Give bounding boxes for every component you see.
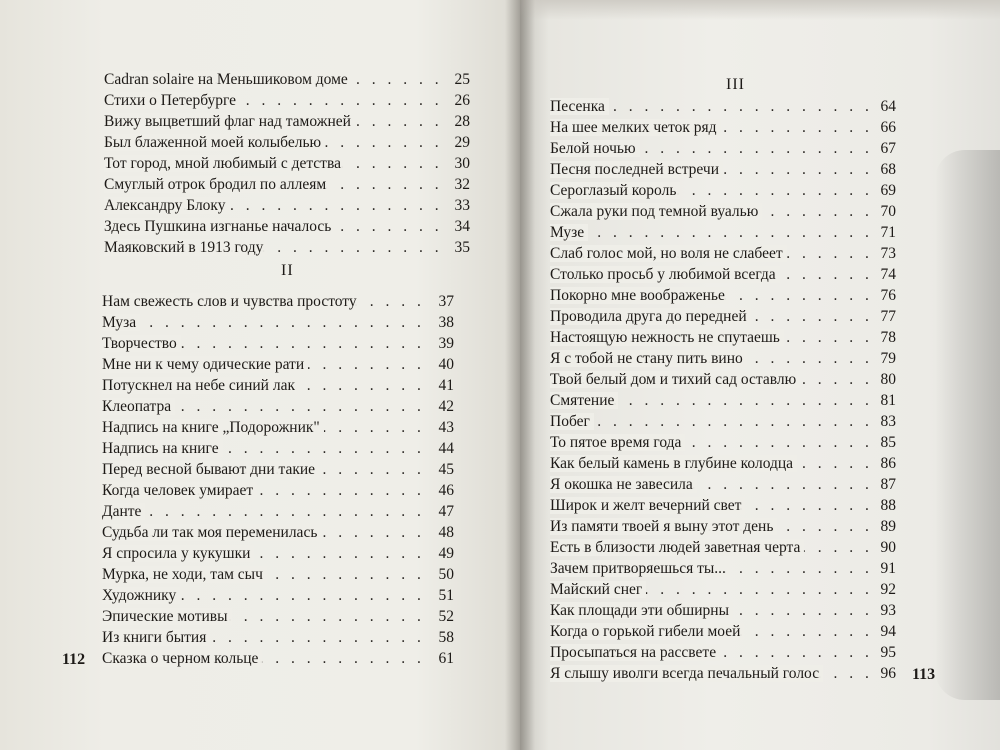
toc-entry [102, 312, 454, 333]
toc-entry-title: Слаб голос мой, но воля не слабеет [550, 243, 793, 264]
toc-entry [550, 264, 896, 285]
toc-entry-title: Настоящую нежность не спутаешь [550, 327, 790, 348]
toc-entry [104, 174, 470, 195]
toc-entry [102, 480, 454, 501]
toc-entry [550, 495, 896, 516]
toc-entry [102, 501, 454, 522]
toc-entry-title: Мне ни к чему одические рати [102, 354, 314, 375]
toc-entry [550, 243, 896, 264]
toc-entry [102, 396, 454, 417]
toc-entry [550, 117, 896, 138]
toc-entry-title: Тот город, мной любимый с детства [104, 153, 351, 174]
toc-entry-title: Музе [550, 222, 594, 243]
toc-entry [102, 291, 454, 312]
toc-entry [550, 453, 896, 474]
toc-entry-page: 34 [454, 218, 470, 235]
toc-entry-page: 93 [880, 602, 896, 619]
toc-entry-title: Твой белый дом и тихий сад оставлю [550, 369, 806, 390]
toc-section-2 [102, 291, 454, 669]
page-number-left: 112 [62, 651, 86, 668]
toc-entry-page: 44 [438, 440, 454, 457]
toc-entry [104, 69, 470, 90]
toc-entry-page: 39 [438, 335, 454, 352]
toc-entry-page: 43 [438, 419, 454, 436]
toc-entry-title: Широк и желт вечерний свет [550, 495, 751, 516]
toc-entry-page: 71 [880, 224, 896, 241]
toc-entry [102, 585, 454, 606]
toc-entry-page: 64 [880, 98, 896, 115]
toc-entry [550, 537, 896, 558]
toc-entry [550, 222, 896, 243]
toc-entry [104, 195, 470, 216]
toc-entry [102, 417, 454, 438]
toc-entry-title: Сероглазый король [550, 180, 686, 201]
toc-entry-title: Вижу выцветший флаг над таможней [104, 111, 361, 132]
toc-entry-title: Художнику [102, 585, 186, 606]
toc-entry-page: 46 [438, 482, 454, 499]
toc-entry-title: Был блаженной моей колыбелью [104, 132, 331, 153]
toc-entry-title: Клеопатра [102, 396, 181, 417]
toc-entry [550, 642, 896, 663]
toc-entry [104, 237, 470, 258]
toc-entry-page: 74 [880, 266, 896, 283]
toc-entry-page: 35 [454, 239, 470, 256]
toc-entry-title: Судьба ли так моя переменилась [102, 522, 327, 543]
toc-entry-title: Побег [550, 411, 600, 432]
toc-entry [550, 138, 896, 159]
toc-entry [104, 90, 470, 111]
toc-entry-page: 32 [454, 176, 470, 193]
toc-entry-page: 38 [438, 314, 454, 331]
toc-entry-title: Мурка, не ходи, там сыч [102, 564, 273, 585]
toc-entry [550, 390, 896, 411]
toc-entry-page: 96 [880, 665, 896, 682]
toc-entry [550, 432, 896, 453]
toc-entry [550, 663, 896, 684]
toc-entry-page: 76 [880, 287, 896, 304]
toc-entry-page: 48 [438, 524, 454, 541]
toc-entry [102, 564, 454, 585]
toc-entry-title: Сжала руки под темной вуалью [550, 201, 768, 222]
toc-entry [550, 411, 896, 432]
page-curl-shadow [935, 150, 1000, 700]
toc-entry-title: Здесь Пушкина изгнанье началось [104, 216, 341, 237]
toc-section-3 [550, 96, 896, 684]
toc-entry-title: Есть в близости людей заветная черта [550, 537, 810, 558]
toc-entry [550, 516, 896, 537]
toc-entry-title: Покорно мне воображенье [550, 285, 735, 306]
toc-entry [104, 216, 470, 237]
toc-entry [550, 348, 896, 369]
toc-entry-page: 91 [880, 560, 896, 577]
section-2-heading: II [281, 262, 294, 279]
toc-entry-page: 90 [880, 539, 896, 556]
toc-entry [102, 354, 454, 375]
toc-entry-title: Смуглый отрок бродил по аллеям [104, 174, 336, 195]
toc-entry-page: 94 [880, 623, 896, 640]
toc-entry-page: 67 [880, 140, 896, 157]
toc-entry [102, 627, 454, 648]
toc-entry [550, 600, 896, 621]
toc-entry-page: 29 [454, 134, 470, 151]
toc-entry-title: Как площади эти обширны [550, 600, 739, 621]
toc-entry-page: 78 [880, 329, 896, 346]
toc-entry-title: Творчество [102, 333, 187, 354]
toc-entry-page: 79 [880, 350, 896, 367]
toc-entry-page: 25 [454, 71, 470, 88]
toc-entry [550, 285, 896, 306]
toc-entry-page: 80 [880, 371, 896, 388]
toc-entry-page: 86 [880, 455, 896, 472]
section-3-heading: III [726, 76, 745, 93]
toc-entry-page: 58 [438, 629, 454, 646]
toc-entry [550, 369, 896, 390]
toc-entry-title: Песенка [550, 96, 615, 117]
toc-entry-page: 69 [880, 182, 896, 199]
page-number-right: 113 [912, 666, 936, 683]
toc-entry-page: 87 [880, 476, 896, 493]
toc-entry-page: 26 [454, 92, 470, 109]
toc-entry-title: Зачем притворяешься ты... [550, 558, 736, 579]
toc-entry [550, 306, 896, 327]
toc-entry-page: 49 [438, 545, 454, 562]
toc-entry-page: 37 [438, 293, 454, 310]
toc-entry [102, 606, 454, 627]
toc-entry-title: Надпись на книге [102, 438, 229, 459]
toc-entry [550, 327, 896, 348]
toc-entry-title: Надпись на книге „Подорожник" [102, 417, 330, 438]
toc-entry [550, 180, 896, 201]
toc-entry-title: Александру Блоку [104, 195, 236, 216]
toc-entry-title: Я с тобой не стану пить вино [550, 348, 753, 369]
toc-entry-title: Из книги бытия [102, 627, 216, 648]
toc-entry [550, 621, 896, 642]
toc-entry-title: Когда человек умирает [102, 480, 263, 501]
toc-entry [102, 438, 454, 459]
page-top-edge [520, 0, 1000, 20]
toc-entry-page: 83 [880, 413, 896, 430]
toc-entry [102, 522, 454, 543]
toc-entry-page: 52 [438, 608, 454, 625]
toc-entry-page: 66 [880, 119, 896, 136]
leader-dots [550, 222, 868, 243]
toc-entry-page: 81 [880, 392, 896, 409]
toc-section-1 [104, 69, 470, 258]
toc-entry-title: Как белый камень в глубине колодца [550, 453, 803, 474]
toc-entry-page: 40 [438, 356, 454, 373]
book-gutter [505, 0, 535, 750]
toc-entry-page: 45 [438, 461, 454, 478]
toc-entry [102, 543, 454, 564]
toc-entry-page: 77 [880, 308, 896, 325]
toc-entry-page: 30 [454, 155, 470, 172]
leader-dots [102, 312, 426, 333]
toc-entry [550, 159, 896, 180]
toc-entry-title: Я слышу иволги всегда печальный голос [550, 663, 829, 684]
toc-entry-page: 85 [880, 434, 896, 451]
toc-entry [550, 96, 896, 117]
toc-entry-title: Столько просьб у любимой всегда [550, 264, 786, 285]
toc-entry-title: Песня последней встречи [550, 159, 729, 180]
toc-entry [102, 648, 454, 669]
toc-entry-page: 28 [454, 113, 470, 130]
toc-entry [102, 459, 454, 480]
toc-entry-title: Проводила друга до передней [550, 306, 757, 327]
toc-entry-title: Эпические мотивы [102, 606, 238, 627]
right-page [520, 0, 1000, 750]
toc-entry-page: 92 [880, 581, 896, 598]
toc-entry-page: 68 [880, 161, 896, 178]
toc-entry-title: Стихи о Петербурге [104, 90, 246, 111]
toc-entry [104, 153, 470, 174]
toc-entry-page: 88 [880, 497, 896, 514]
toc-entry-page: 50 [438, 566, 454, 583]
toc-entry-title: На шее мелких четок ряд [550, 117, 727, 138]
toc-entry-title: Белой ночью [550, 138, 646, 159]
toc-entry-page: 33 [454, 197, 470, 214]
toc-entry-title: Майский снег [550, 579, 652, 600]
toc-entry-title: Данте [102, 501, 151, 522]
toc-entry-title: Из памяти твоей я выну этот день [550, 516, 783, 537]
toc-entry-title: Я спросила у кукушки [102, 543, 260, 564]
toc-entry-page: 61 [438, 650, 454, 667]
toc-entry-title: Просыпаться на рассвете [550, 642, 726, 663]
toc-entry-page: 95 [880, 644, 896, 661]
toc-entry-page: 70 [880, 203, 896, 220]
toc-entry-title: Муза [102, 312, 146, 333]
toc-entry-page: 51 [438, 587, 454, 604]
toc-entry-page: 89 [880, 518, 896, 535]
toc-entry-page: 42 [438, 398, 454, 415]
toc-entry [102, 333, 454, 354]
toc-entry [104, 132, 470, 153]
toc-entry [550, 201, 896, 222]
toc-entry-title: Cadran solaire на Меньшиковом доме [104, 69, 358, 90]
toc-entry [550, 474, 896, 495]
toc-entry-title: Перед весной бывают дни такие [102, 459, 325, 480]
toc-entry [550, 579, 896, 600]
toc-entry [104, 111, 470, 132]
toc-entry-title: Сказка о черном кольце [102, 648, 268, 669]
toc-entry-page: 47 [438, 503, 454, 520]
toc-entry-title: Я окошка не завесила [550, 474, 703, 495]
toc-entry [550, 558, 896, 579]
toc-entry-title: Нам свежесть слов и чувства простоту [102, 291, 367, 312]
toc-entry-title: Маяковский в 1913 году [104, 237, 273, 258]
toc-entry-title: То пятое время года [550, 432, 691, 453]
toc-entry [102, 375, 454, 396]
toc-entry-title: Смятение [550, 390, 624, 411]
toc-entry-page: 41 [438, 377, 454, 394]
toc-entry-title: Потускнел на небе синий лак [102, 375, 305, 396]
toc-entry-page: 73 [880, 245, 896, 262]
toc-entry-title: Когда о горькой гибели моей [550, 621, 750, 642]
